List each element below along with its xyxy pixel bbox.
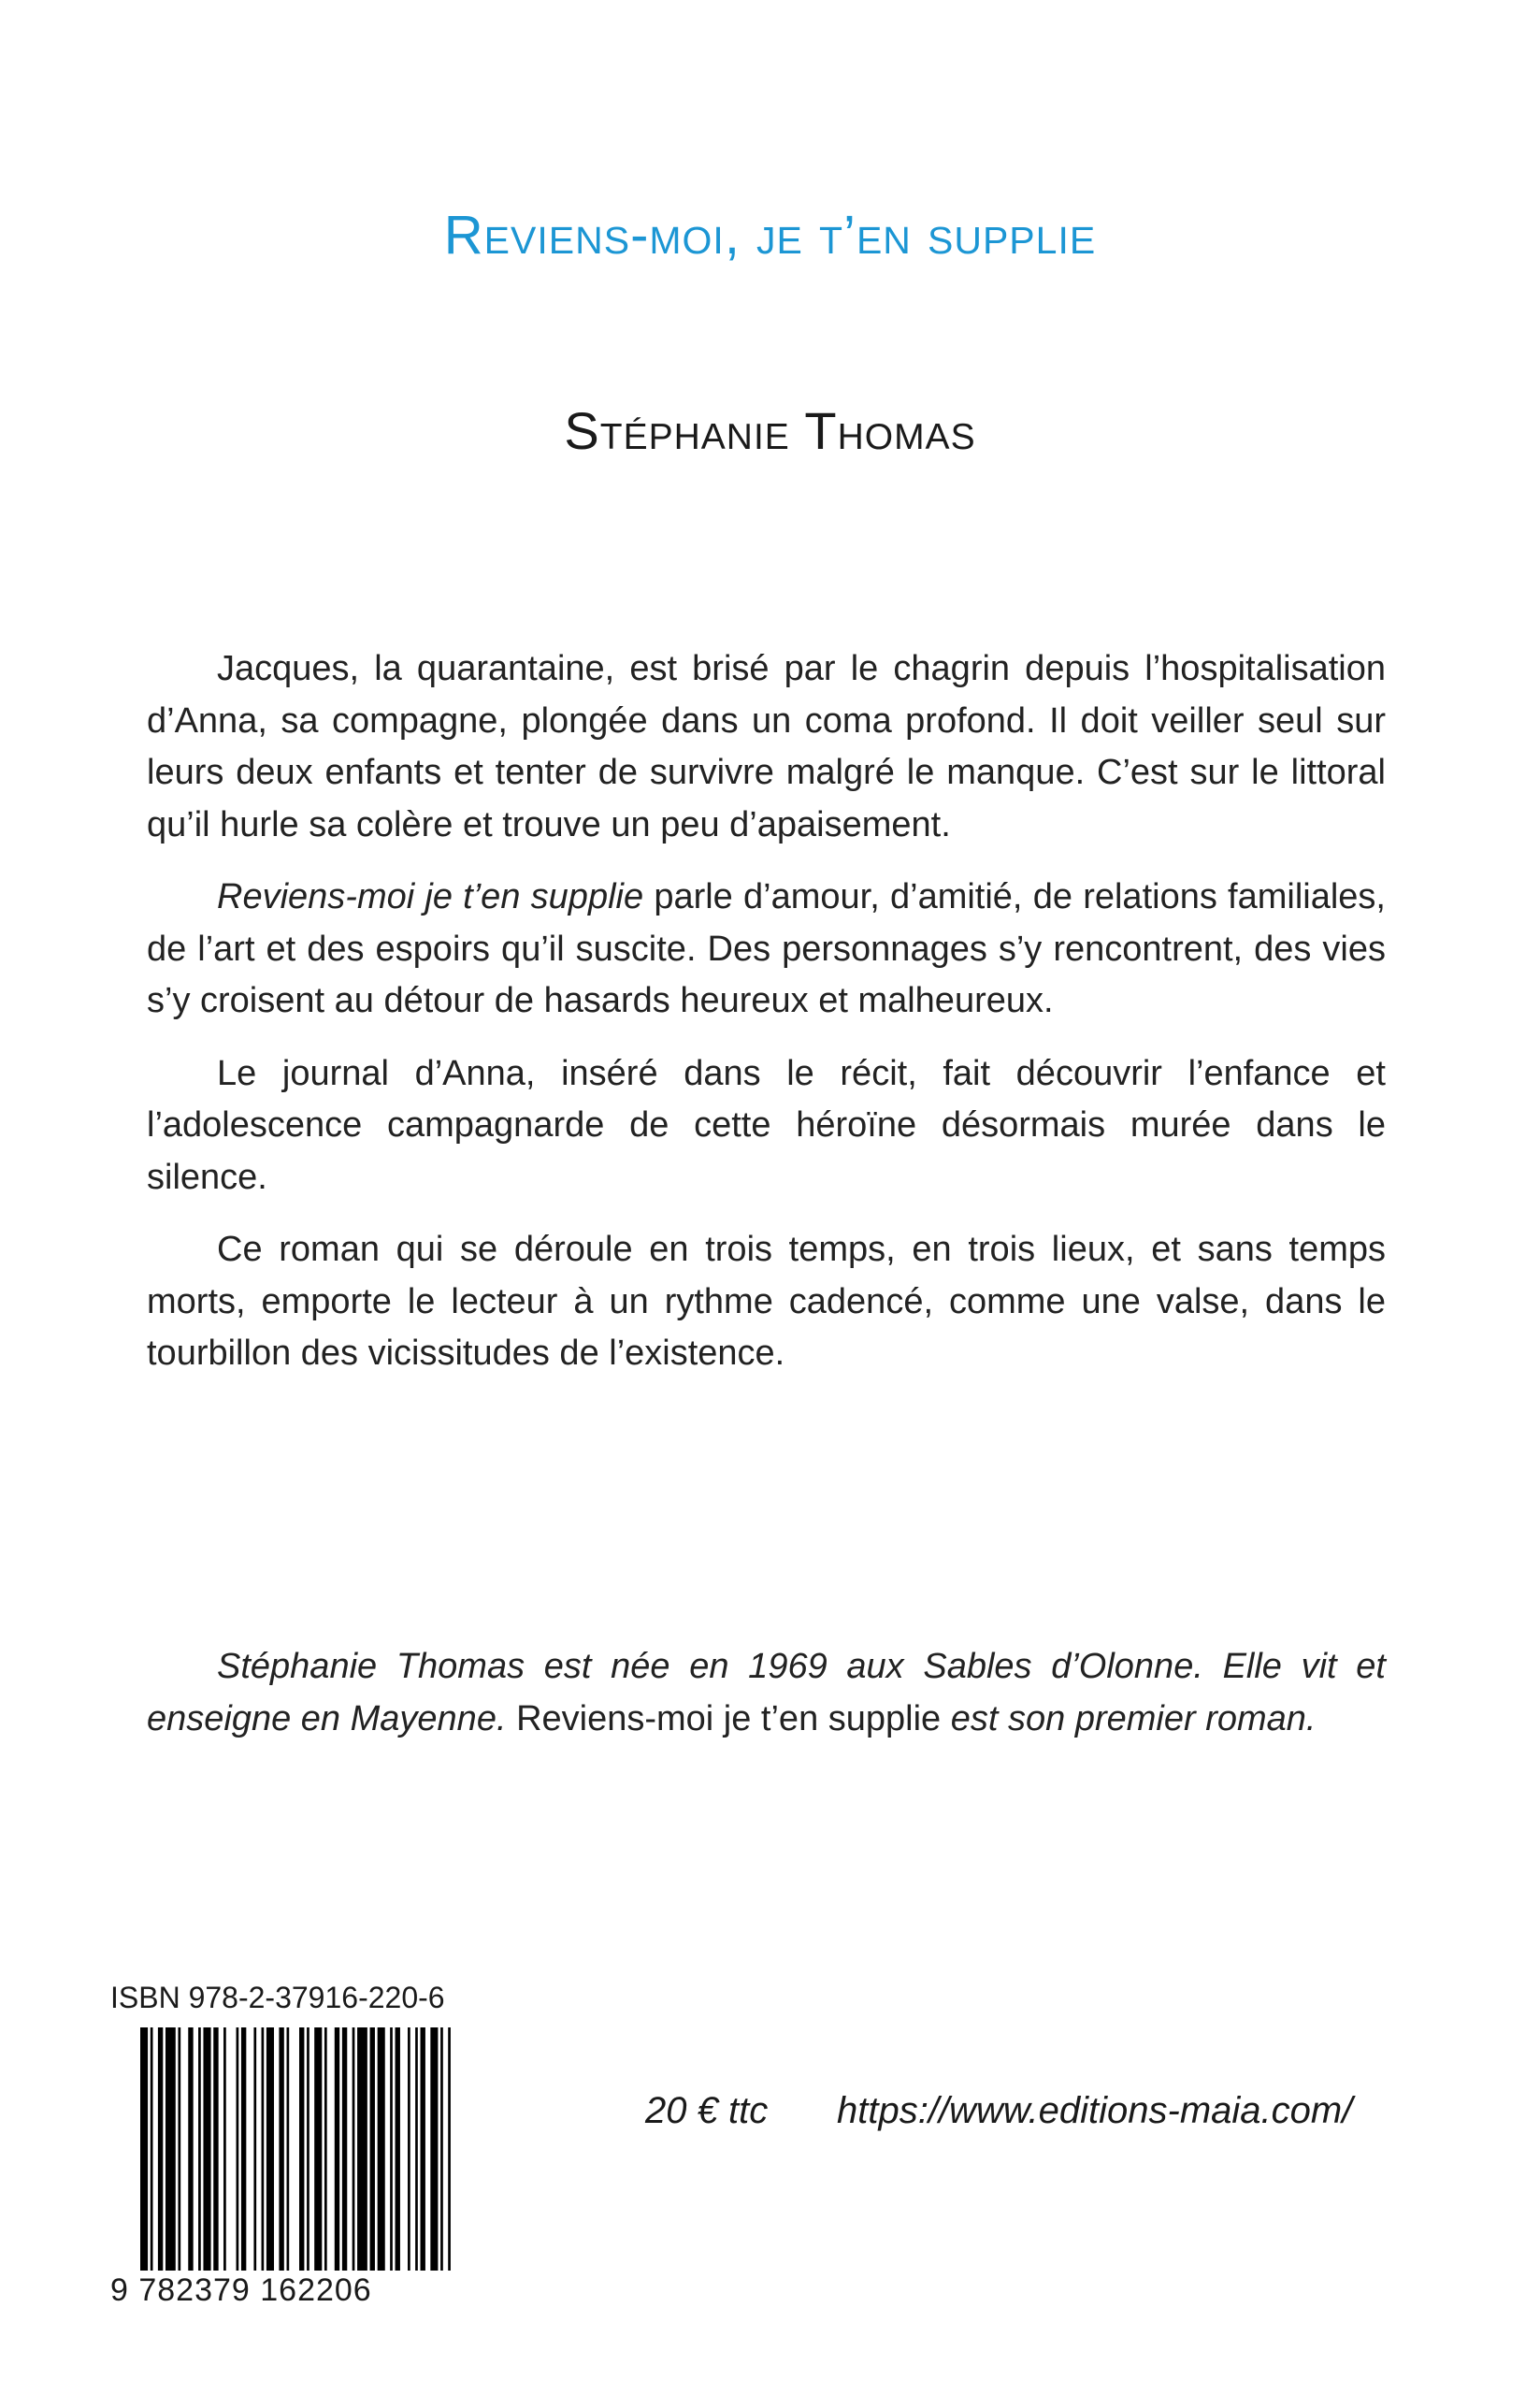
barcode-bar <box>396 2027 400 2271</box>
barcode-bar <box>314 2027 322 2271</box>
barcode-bar <box>151 2027 153 2271</box>
barcode-bar <box>262 2027 265 2271</box>
synopsis-paragraph-4: Ce roman qui se déroule en trois temps, en trois lieux, et sans temps morts, emporte le lecteur à un rythme cadencé, comme une valse, dans le tourbillon des vicissitudes de l’existence. <box>147 1230 1386 1373</box>
barcode-bar <box>287 2027 290 2271</box>
synopsis-paragraph-2 <box>147 872 1386 1028</box>
barcode-bar <box>421 2027 425 2271</box>
barcode-bar <box>178 2027 180 2271</box>
synopsis-paragraph-2-text: parle d’amour, d’amitié, de relations familiales, de l’art et des espoirs qu’il suscite. Des personnages s’y rencontrent, des vies s’y croisent au détour de hasards heureux et malheureux. <box>147 877 1386 1020</box>
barcode-bar <box>324 2027 327 2271</box>
barcode-bar <box>430 2027 438 2271</box>
barcode-bar <box>307 2027 309 2271</box>
author-bio <box>147 1641 1386 1745</box>
barcode-bar <box>158 2027 163 2271</box>
barcode-bar <box>279 2027 283 2271</box>
barcode-bar <box>213 2027 218 2271</box>
synopsis-paragraph-1: Jacques, la quarantaine, est brisé par le chagrin depuis l’hospitalisation d’Anna, sa compagne, plongée dans un coma profond. Il doit veiller seul sur leurs deux enfants et tenter de survivre malgré le manque. C’est sur le littoral qu’il hurle sa colère et trouve un peu d’apaisement. <box>147 649 1386 844</box>
author-name: Stéphanie Thomas <box>564 401 976 460</box>
barcode-bar <box>353 2027 355 2271</box>
isbn-label: ISBN 978-2-37916-220-6 <box>110 1981 445 2014</box>
barcode-bar <box>299 2027 304 2271</box>
publisher-url: https://www.editions-maia.com/ <box>837 2090 1353 2131</box>
barcode-bar <box>357 2027 367 2271</box>
barcode-bar <box>390 2027 393 2271</box>
book-title: Reviens-moi, je t’en supplie <box>443 205 1097 266</box>
barcode-digits: 9 782379 162206 <box>110 2272 372 2308</box>
barcode <box>140 2027 458 2271</box>
synopsis <box>147 643 1386 1401</box>
author-bio-text-2: est son premier roman. <box>950 1698 1317 1738</box>
barcode-bar <box>342 2027 347 2271</box>
barcode-bar <box>335 2027 339 2271</box>
barcode-bar <box>198 2027 201 2271</box>
barcode-bar <box>266 2027 274 2271</box>
barcode-bar <box>166 2027 176 2271</box>
author-bio-book-title: Reviens-moi je t’en supplie <box>506 1698 951 1738</box>
barcode-bar <box>140 2027 148 2271</box>
barcode-bar <box>253 2027 256 2271</box>
barcode-bar <box>188 2027 193 2271</box>
barcode-bar <box>223 2027 226 2271</box>
inline-book-title: Reviens-moi je t’en supplie <box>217 877 644 916</box>
barcode-bar <box>440 2027 443 2271</box>
barcode-bar <box>203 2027 210 2271</box>
barcode-bar <box>415 2027 418 2271</box>
barcode-bar <box>448 2027 451 2271</box>
barcode-bar <box>370 2027 375 2271</box>
author-bio-text-1: Stéphanie Thomas est née en 1969 aux Sables d’Olonne. Elle vit et enseigne en Mayenne. <box>147 1647 1386 1738</box>
barcode-bar <box>378 2027 385 2271</box>
author-bio-paragraph <box>147 1641 1386 1745</box>
price: 20 € ttc <box>645 2090 769 2131</box>
barcode-bar <box>237 2027 239 2271</box>
barcode-bar <box>408 2027 410 2271</box>
synopsis-paragraph-3: Le journal d’Anna, inséré dans le récit, fait découvrir l’enfance et l’adolescence campagnarde de cette héroïne désormais murée dans le silence. <box>147 1053 1386 1197</box>
barcode-bar <box>241 2027 246 2271</box>
